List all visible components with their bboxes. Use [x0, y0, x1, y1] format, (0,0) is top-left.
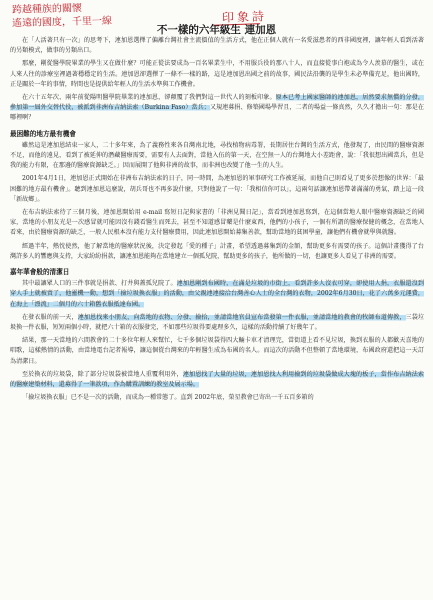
- lower-paragraph-2: [10, 370, 424, 390]
- article-body: [10, 36, 424, 407]
- section2-p1-highlight: 連加恩剛到布國時，在滿是垃圾的市街上，看到許多人沒衣可穿，卻使用人捐，衣服還沒到穿人手上就被賣了，他靈機一動，想到「撿垃圾換衣服」的活動，由父親連連接洽台灣善心人士的全台灣的衣物，2002年6月30日，花了六萬多元運費，在海上「漂流」二個月的六十箱舊衣服抵達布國。: [10, 280, 425, 308]
- lower-paragraph-3: 「撿垃圾換衣服」已不是一次的活動，而成為一種常態了。直到 2002年底，榮星教會已寄出一千五百多箱的: [22, 394, 314, 402]
- article-title: 不一樣的六年級生 連加恩: [156, 24, 277, 36]
- middle-paragraph-2: 經過半年，熱忱使然，他了解當地的醫療狀況後，決定發起「愛的種子」計畫，希望透過募集到的金額，幫助更多有需要的孩子。這個計畫獲得了台灣許多人的響應與支持，大家紛紛捐款，讓連加恩能夠在當地建立一個孤兒院，幫助更多的孩子，他所做的一切，也讓更多人看見了非洲的需要。: [10, 242, 424, 260]
- paragraph-intro-1: 在「人活著只有一次」的思考下，連加恩選擇了偏離台灣社會主流價值的生活方式，他在正個人就有一名愛滋患者的西非國度裡，讓年輕人看到活著的另類模式，做事的另類出口。: [10, 37, 424, 55]
- handwritten-stamp: 印象詩: [221, 9, 268, 25]
- section-heading-1: 最困難的地方最有機會: [10, 129, 76, 138]
- lower-p2-lead: 至於換衣的垃圾袋，除了部分垃圾袋被當地人重覆利用外，: [22, 370, 183, 378]
- section2-p2-tail: 三袋垃圾換一件衣服，短短兩個小時，就把六十箱的衣服發完，不如那些垃圾得要處理多久，這樣的活動持續了好幾年了。: [10, 313, 425, 332]
- section2-p2-highlight: 連加恩找來小朋友，向當地的衣物、分發、撿拾，並請當地官員宣布當發第一件衣服，並請當地的教會的牧師布道傳教，: [77, 313, 406, 321]
- highlight-tail: 又規連募捐、修築國場學習且，二者的場益一條真然，久久才擔出一句：那是在哪裡啊？: [10, 104, 424, 122]
- section2-p1-lead: 其中最讓眾人口的三件事就是捐款、打井與蓋孤兒院了。: [22, 280, 177, 288]
- paragraph-intro-2: 那麼，剛從醫學院畢業的學生又在做什麼？可能正從法要成為一百名畢業生中，不用服兵役的那八十人，而直接從事白袍或為令人羨慕的醫生，或在人來人往的診療室裡過著穩穩定的生活。連加恩卻選擇了一條不一樣的路，這是連加恩出國之前的故事，國民法沿襲的是學生未必準備充足，他出國時，正是關於一年的事情，時間也是提供給年輕人的生活水準與工作機會。: [10, 60, 424, 88]
- paragraph-highlight: [10, 93, 424, 124]
- lower-paragraph-1: 結果，那一天當地的六間教會的二十多位年輕人來幫忙，七千多個垃圾袋得四大輛卡車才清理完，當街道上看不見垃圾，換到衣服的人都歡天喜地的唱歌，這樣熱情的活動，由當地電台記者報導，讓這個從台灣來的年輕醫生成為布國的名人。而這次的活動不但整頓了當地環境，布國政府還把這一天訂為清潔日。: [10, 337, 424, 365]
- section2-paragraph-1: [10, 279, 424, 310]
- section2-p2-lead: 在發衣服的前一天，: [22, 313, 78, 321]
- highlighted-text: 原本已考上國家醫師的連加恩，居然要求無償的分發，參加第一屆外交替代役，被派到非洲布吉納法索（Burkina Faso）當兵；: [10, 94, 425, 112]
- highlight-lead: 在六十五年次、兩年前從陽明醫學院畢業的連加恩，卻顛覆了我們對這一世代人的刻板印象。: [22, 94, 276, 102]
- middle-paragraph-1: 在布吉納法索待了三個月後，連加恩開始用 e-mail 寫短日記與家書的「非洲見聞日記」，當看到連加恩寫到，在這個當地人眼中醫療資源缺乏的國家，當地的小朋友光是一次感冒就可能因沒有錢看醫生而死去，甚至不知道感冒藥是什麼東西，他們的小孩子，一個有所謂的醫療保健的概念，在當地人看來，由於醫療資源的缺乏，一般人民根本沒有能力支付醫療費用，因此連加恩開始募集善款，幫助當地的貧困學童，讓他們有機會就學與就醫。: [10, 209, 424, 237]
- section-heading-2: 嘉年華會般的清潔日: [10, 268, 70, 277]
- handwritten-note-1: 跨越種族的關懷: [11, 3, 83, 16]
- section2-paragraph-2: [10, 313, 424, 333]
- handwritten-note-2: 遙遠的國度，千里一線: [11, 15, 113, 30]
- lower-p2-highlight: 連加恩找了大量的垃圾，連加恩找人利用撿到的垃圾袋做成大塊的板子，當作布吉納法索的醫療建築材料，還募得了一筆款項，作為購置訓練的教室及展示場。: [10, 370, 425, 389]
- section1-paragraph-1: 雖然這是連加恩結束一家人，二十多年來，為了義務性來各自灣南北地，尋找植物病毒署，長期居住台灣的生活方式，他發現了，由民間的醫療資源不足，而他的遠見，看到了被延伸的潛藏醫療需要，需要有人去面對，當他入伍的第一天，在空無一人的台灣地大小差距會，說：「我很想出國當兵，但是我的能力有限，在那邊的醫療資源缺乏。」因而展開了他與非洲的故事，而非洲也改變了他一生的人生。: [10, 141, 424, 170]
- section1-paragraph-2: 2001年4月1日，連加恩正式開始在非洲布吉納法索的日子，同一時間，為連加恩的軍事研究工作被延展，而他自己則看見了更多於想像的世界：「最困難的地方最有機會」。聽到連加恩這麼說，胡兵哥也不再多說什麼，只對他說了一句：「我相信你可以」，這兩句話讓連加恩帶著滿滿的勇氣，踏上這一段「新故鄉」。: [10, 175, 424, 203]
